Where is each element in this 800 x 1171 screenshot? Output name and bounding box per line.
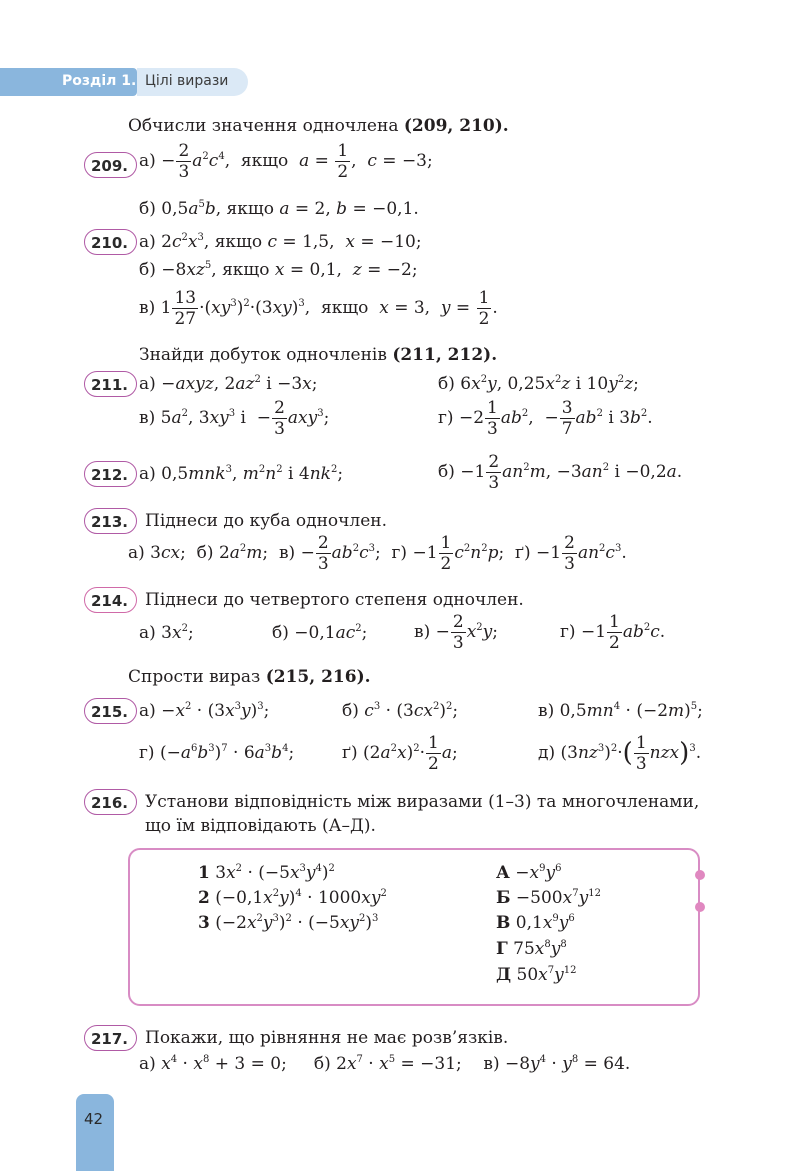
task-213-text: Піднеси до куба одночлен.: [145, 511, 387, 531]
match-1: 1 $3x^2 \cdot (-5x^3y^4)^2$: [198, 863, 335, 883]
task-210-a: а) $2c^2x^3$, якщо c = 1,5, x = −10;: [139, 232, 422, 252]
section-tab: [0, 68, 137, 96]
task-214-h: г) −1 $\frac{1}{2}$ $ab^2c$.: [560, 612, 666, 653]
task-215-v: в) $0,5mn^4 \cdot (-2m)^5$;: [538, 701, 703, 721]
task-211-a: а) −axyz, $2az^2$ і −3x;: [139, 374, 318, 394]
section-header: [0, 68, 248, 96]
chapter-label: Цілі вирази: [145, 73, 229, 89]
intro-209: Обчисли значення одночлена (209, 210).: [128, 116, 509, 136]
task-214-b: $б) -0,1ac^2$;: [272, 623, 368, 643]
task-213-number: 213.: [84, 508, 137, 534]
task-214-text: Піднеси до четвертого степеня одночлен.: [145, 590, 524, 610]
match-B: $Б -500x^7y^{12}$: [496, 888, 601, 908]
match-H: Г $75x^8y^8$: [496, 939, 567, 959]
task-215-d: д) $(3nz^3)^2\cdot$( $\frac{1}{3}$ nzx)$^3$.: [538, 733, 702, 774]
task-209-number: 209.: [84, 152, 137, 178]
page-number-tab: [76, 1094, 114, 1171]
task-209-b: б) $0,5a^5b$, якщо a = 2, b = −0,1.: [139, 199, 419, 219]
task-215-number: 215.: [84, 698, 137, 724]
section-label: Розділ 1.: [62, 73, 137, 89]
page-number: 42: [84, 1110, 104, 1128]
task-215-h: г) $(-a^6b^3)^7 \cdot 6a^3b^4$;: [139, 743, 295, 763]
intro-215: Спрости вираз (215, 216).: [128, 667, 371, 687]
match-A: $А -x^9y^6$: [496, 863, 562, 883]
decor-dot: [695, 902, 705, 912]
task-212-number: 212.: [84, 461, 137, 487]
task-217-number: 217.: [84, 1025, 137, 1051]
task-212-a: а) 0,5mnk$^3$, $m^2n^2$ і $4nk^2$;: [139, 464, 344, 484]
task-216-number: 216.: [84, 789, 137, 815]
task-213-items: а) 3cx; б) $2a^2m$; в) − $\frac{2}{3}$ $ab^2c^3$; г) −1 $\frac{1}{2}$ $c^2n^2p$; ґ) −1 $\frac{2}{3}$ $an^2c^3$.: [128, 533, 627, 574]
match-D: Д $50x^7y^{12}$: [496, 965, 577, 985]
match-3: 3 $(-2x^2y^3)^2 \cdot (-5xy^2)^3$: [198, 913, 379, 933]
task-211-number: 211.: [84, 371, 137, 397]
task-214-v: в) − $\frac{2}{3}$ $x^2y$;: [414, 612, 498, 653]
task-217-items: а) $x^4 \cdot x^8 + 3 = 0$; б) $2x^7 \cdot x^5 = -31$; $в) -8y^4 \cdot y^8 = 64$.: [139, 1054, 631, 1074]
task-216-text-1: Установи відповідність між виразами (1–3) та многочленами,: [145, 792, 700, 812]
chapter-tab: [137, 68, 248, 96]
match-V: В $0,1x^9y^6$: [496, 913, 575, 933]
intro-211: Знайди добуток одночленів (211, 212).: [139, 345, 498, 365]
task-211-h: г) −2 $\frac{1}{3}$ $ab^2$, − $\frac{3}{7}$ $ab^2$ і $3b^2$.: [438, 398, 653, 439]
task-212-b: б) −1 $\frac{2}{3}$ $an^2m$, $-3an^2$ і −0,2a.: [438, 452, 683, 493]
task-217-text: Покажи, що рівняння не має розв’язків.: [145, 1028, 509, 1048]
task-209-a: а) − $\frac{2}{3}$ $a^2c^4$, якщо a = $\frac{1}{2}$ , c = −3;: [139, 141, 433, 182]
task-214-number: 214.: [84, 587, 137, 613]
task-216-text-2: що їм відповідають (А–Д).: [145, 816, 376, 836]
task-215-g: ґ) $(2a^2x)^2\cdot$ $\frac{1}{2}$ a;: [342, 733, 458, 774]
task-210-v: в) 1 $\frac{13}{27}$ $\cdot(xy^3)^2\cdot(3xy)^3$, якщо x = 3, y = $\frac{1}{2}$ .: [139, 288, 498, 329]
task-210-b: $б) -8xz^5$, якщо x = 0,1, z = −2;: [139, 260, 418, 280]
task-215-a: $а) -x^2 \cdot (3x^3y)^3$;: [139, 701, 270, 721]
task-210-number: 210.: [84, 229, 137, 255]
task-211-v: в) $5a^2$, $3xy^3$ і − $\frac{2}{3}$ axy$^3$;: [139, 398, 330, 439]
task-211-b: б) $6x^2y$, $0,25x^2z$ і $10y^2z$;: [438, 374, 639, 394]
match-2: 2 $(-0,1x^2y)^4 \cdot 1000xy^2$: [198, 888, 387, 908]
task-214-a: а) $3x^2$;: [139, 623, 194, 643]
task-215-b: б) $c^3 \cdot (3cx^2)^2$;: [342, 701, 459, 721]
decor-dot: [695, 870, 705, 880]
